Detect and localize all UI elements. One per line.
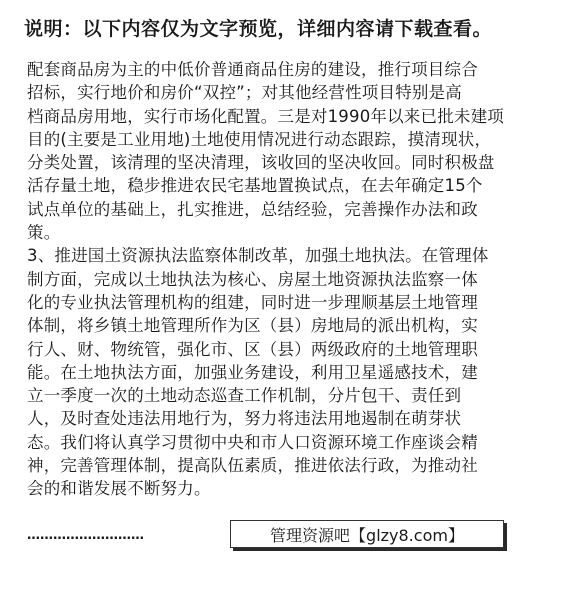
body-line: 策。 [27,223,61,243]
body-line: 目的(主要是工业用地)土地使用情况进行动态跟踪，摸清现状， [27,129,492,149]
body-line: 配套商品房为主的中低价普通商品住房的建设，推行项目综合 [27,60,478,79]
body-line: 化的专业执法管理机构的组建，同时进一步理顺基层土地管理 [27,292,478,312]
body-line: 试点单位的基础上，扎实推进，总结经验，完善操作办法和政 [27,199,478,219]
document-body [27,58,555,501]
body-line: 神，完善管理体制，提高队伍素质，推进依法行政，为推动社 [27,456,478,476]
body-line: 态。我们将认真学习贯彻中央和市人口资源环境工作座谈会精 [27,432,478,452]
body-line: 立一季度一次的土地动态巡查工作机制，分片包干、责任到 [27,386,462,406]
body-line: 3、推进国土资源执法监察体制改革，加强土地执法。在管理体 [27,246,489,266]
body-line: 档商品房用地，实行市场化配置。三是对1990年以来已批未建项 [27,106,504,126]
body-line: 活存量土地，稳步推进农民宅基地置换试点，在去年确定15个 [27,176,483,196]
body-line: 体制，将乡镇土地管理所作为区（县）房地局的派出机构，实 [27,316,478,336]
body-line: 能。在土地执法方面，加强业务建设，利用卫星遥感技术，建 [27,362,478,382]
body-line: 制方面，完成以土地执法为核心、房屋土地资源执法监察一体 [27,269,478,289]
body-line: 人，及时查处违法用地行为，努力将违法用地遏制在萌芽状 [27,409,462,429]
body-line: 招标，实行地价和房价“双控”；对其他经营性项目特别是高 [27,83,462,103]
site-link-badge[interactable]: 管理资源吧【glzy8.com】 [230,520,504,548]
preview-notice: 说明：以下内容仅为文字预览，详细内容请下载查看。 [24,18,493,40]
body-line: 会的和谐发展不断努力。 [27,479,211,499]
body-line: 行人、财、物统管，强化市、区（县）两级政府的土地管理职 [27,339,478,359]
body-line: 分类处置，该清理的坚决清理，该收回的坚决收回。同时积极盘 [27,153,495,173]
ellipsis-dots: ……………………… [27,528,144,543]
